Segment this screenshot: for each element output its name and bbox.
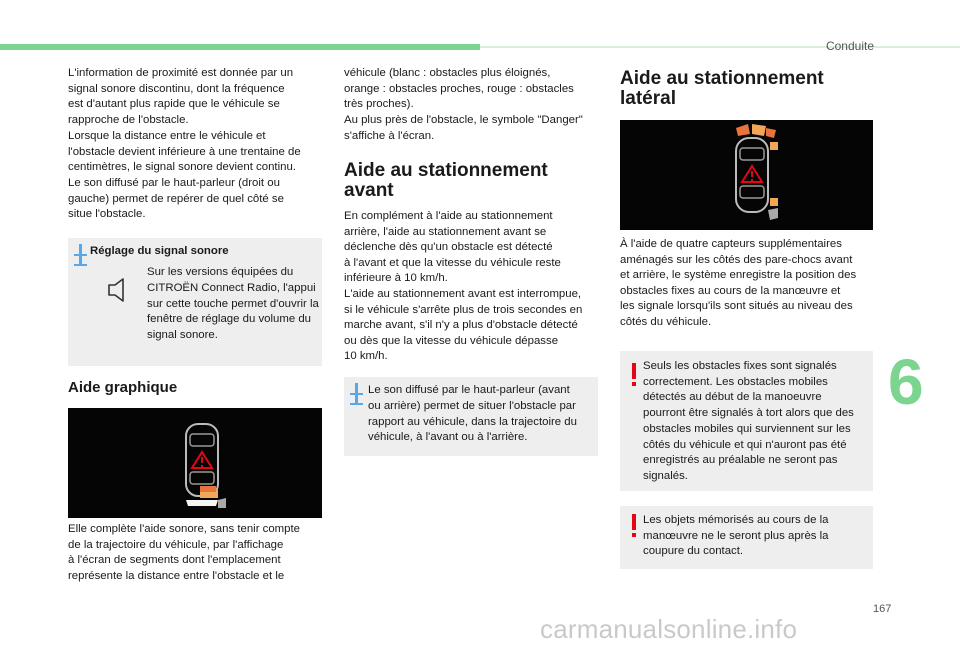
text-line: s'affiche à l'écran.: [344, 129, 435, 142]
text-line: situe l'obstacle.: [68, 208, 146, 221]
text-line: manœuvre ne le seront plus après la: [643, 529, 829, 542]
heading-aide-lateral-2: latéral: [620, 88, 676, 109]
text-line: ou dès que la vitesse du véhicule dépasse: [344, 334, 559, 347]
info-box-title: Réglage du signal sonore: [90, 245, 229, 257]
text-line: déclenche dès qu'un obstacle est détecté: [344, 241, 553, 254]
text-line: l'obstacle devient inférieure à une trentaine de: [68, 145, 301, 158]
text-line: Le son diffusé par le haut-parleur (avant: [368, 384, 570, 396]
speaker-icon: [106, 276, 128, 304]
page-number: 167: [873, 603, 892, 615]
text-line: pourront être signalés à tort alors que des: [643, 407, 854, 420]
graphic-aid-image: [68, 408, 322, 518]
text-line: 10 km/h.: [344, 350, 388, 363]
warning-icon: [630, 514, 638, 540]
text-line: véhicule, à l'avant ou à l'arrière.: [368, 431, 528, 444]
section-title: Conduite: [825, 39, 874, 53]
text-line: arrière, l'aide au stationnement avant se: [344, 225, 547, 238]
text-line: obstacles fixes au cours de la manœuvre et: [620, 284, 841, 297]
text-line: rapproche de l'obstacle.: [68, 114, 189, 127]
text-line: très proches).: [344, 98, 414, 111]
header-bar-light: [480, 46, 960, 48]
text-line: Lorsque la distance entre le véhicule et: [68, 129, 266, 142]
text-line: marche avant, s'il n'y a plus d'obstacle détecté: [344, 319, 578, 332]
text-line: CITROËN Connect Radio, l'appui: [147, 281, 316, 294]
text-line: représente la distance entre l'obstacle et le: [68, 569, 285, 582]
heading-aide-avant-2: avant: [344, 180, 394, 201]
text-line: côtés du véhicule.: [620, 316, 712, 328]
lateral-aid-image: [620, 120, 873, 230]
text-line: aménagés sur les côtés des pare-chocs avant: [620, 253, 853, 266]
text-line: rapport au véhicule, dans la trajectoire du: [368, 415, 577, 428]
text-line: Sur les versions équipées du: [147, 266, 294, 278]
info-icon: [74, 244, 88, 268]
warning-icon: [630, 363, 638, 389]
text-line: Les objets mémorisés au cours de la: [643, 514, 829, 526]
text-line: À l'aide de quatre capteurs supplémentaires: [620, 238, 842, 250]
text-line: si le véhicule s'arrête plus de trois secondes en: [344, 303, 583, 316]
text-line: côtés du véhicule et qui n'auront pas été: [643, 438, 847, 451]
text-line: à l'écran de segments dont l'emplacement: [68, 554, 281, 567]
text-line: les signale lorsqu'ils sont situés au niveau des: [620, 300, 853, 313]
text-line: Le son diffusé par le haut-parleur (droit ou: [68, 176, 280, 189]
text-line: obstacles mobiles qui surviennent sur les: [643, 422, 851, 435]
text-line: Au plus près de l'obstacle, le symbole "Danger": [344, 114, 583, 127]
text-line: L'information de proximité est donnée par un: [68, 67, 294, 79]
text-line: gauche) permet de repérer de quel côté se: [68, 192, 284, 205]
text-line: signal sonore.: [147, 329, 218, 342]
text-line: fenêtre de réglage du volume du: [147, 313, 312, 326]
heading-aide-graphique: Aide graphique: [68, 379, 178, 396]
header-bar: [0, 44, 480, 50]
text-line: et arrière, le système enregistre la position des: [620, 269, 857, 282]
text-line: véhicule (blanc : obstacles plus éloignés,: [344, 67, 551, 79]
text-line: correctement. Les obstacles mobiles: [643, 375, 828, 388]
text-line: à l'avant et que la vitesse du véhicule reste: [344, 256, 561, 269]
heading-aide-lateral-1: Aide au stationnement: [620, 68, 824, 89]
text-line: coupure du contact.: [643, 545, 744, 558]
text-line: de la trajectoire du véhicule, par l'affichage: [68, 538, 284, 551]
text-line: signalés.: [643, 469, 688, 482]
text-line: détectés au début de la manoeuvre: [643, 391, 822, 404]
info-icon: [350, 383, 364, 407]
chapter-number: 6: [888, 346, 924, 418]
text-line: ou arrière) permet de situer l'obstacle par: [368, 399, 576, 412]
text-line: centimètres, le signal sonore devient continu.: [68, 161, 296, 174]
text-line: Elle complète l'aide sonore, sans tenir compte: [68, 523, 301, 535]
text-line: orange : obstacles proches, rouge : obstacles: [344, 82, 574, 95]
text-line: enregistrés au préalable ne seront pas: [643, 454, 838, 467]
text-line: inférieure à 10 km/h.: [344, 272, 448, 285]
text-line: sur cette touche permet d'ouvrir la: [147, 297, 319, 310]
text-line: L'aide au stationnement avant est interrompue,: [344, 288, 582, 300]
text-line: Seuls les obstacles fixes sont signalés: [643, 360, 837, 372]
text-line: est d'autant plus rapide que le véhicule se: [68, 98, 280, 111]
text-line: signal sonore discontinu, dont la fréquence: [68, 82, 285, 95]
watermark: carmanualsonline.info: [540, 614, 798, 644]
text-line: En complément à l'aide au stationnement: [344, 210, 553, 222]
heading-aide-avant-1: Aide au stationnement: [344, 160, 548, 181]
